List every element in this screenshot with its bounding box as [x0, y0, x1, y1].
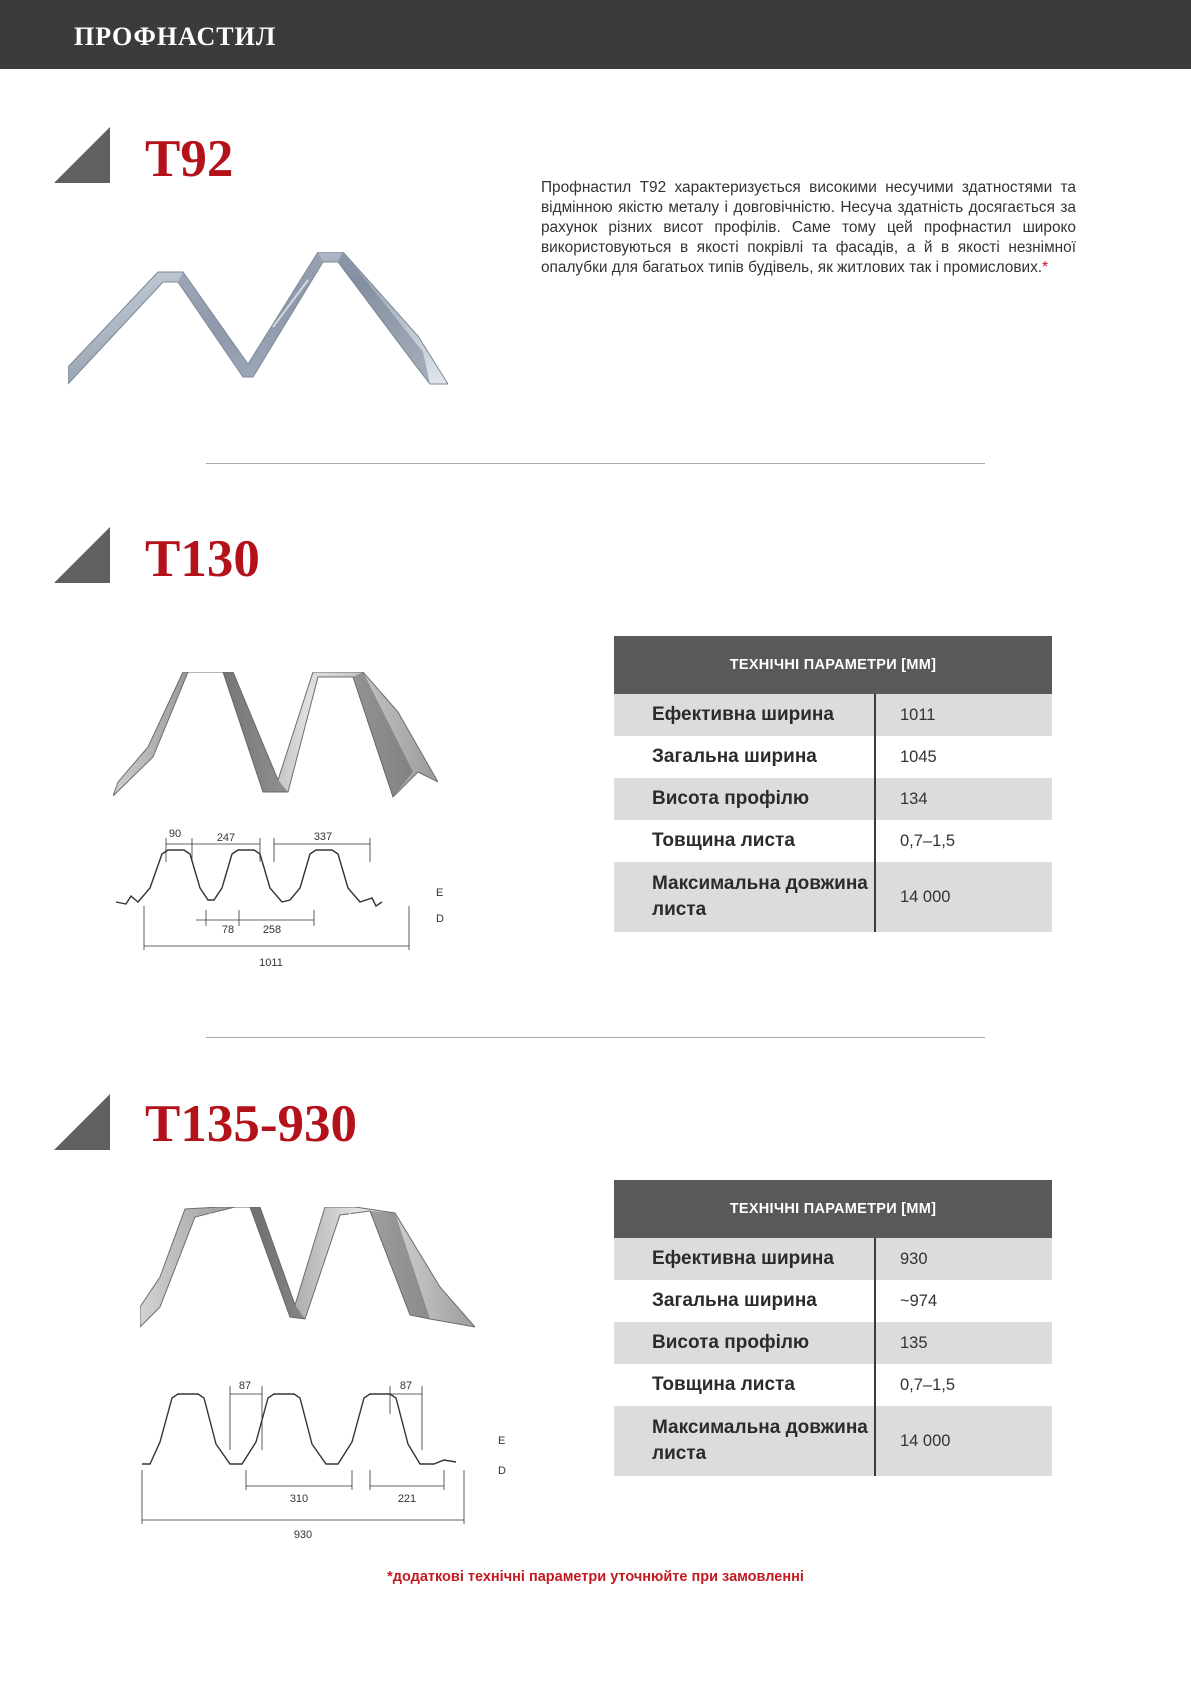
- specs-row: [614, 1238, 1052, 1280]
- t130-dim-total: 1011: [259, 957, 283, 969]
- t135-label-d: D: [498, 1465, 506, 1477]
- t92-description: [541, 178, 1076, 278]
- specs-row: [614, 694, 1052, 736]
- t130-dim-90: 90: [168, 828, 182, 840]
- spec-label: Максимальна довжина листа: [614, 862, 876, 932]
- specs-row: [614, 1406, 1052, 1476]
- spec-value: 1011: [876, 694, 1052, 736]
- spec-value: 14 000: [876, 862, 1052, 932]
- t130-sheet-image: [113, 672, 438, 802]
- t135-dim-87-left: 87: [238, 1380, 252, 1392]
- specs-row: [614, 820, 1052, 862]
- spec-value: 0,7–1,5: [900, 1375, 956, 1394]
- t135-dim-total: 930: [293, 1529, 313, 1541]
- model-title-t135-930: T135-930: [145, 1095, 357, 1153]
- section-triangle-icon: [54, 1094, 110, 1150]
- t130-dim-247: 247: [216, 832, 236, 844]
- t135-dim-221: 221: [397, 1493, 417, 1505]
- t135-930-specs-table: [614, 1180, 1052, 1476]
- t135-930-sheet-image: [140, 1207, 475, 1333]
- specs-row: [614, 1280, 1052, 1322]
- specs-header-row: [614, 1180, 1052, 1238]
- t135-label-e: E: [498, 1435, 506, 1447]
- t92-description-mark: *: [1042, 259, 1049, 276]
- spec-label: Ефективна ширина: [614, 1238, 876, 1280]
- header-title: ПРОФНАСТИЛ: [74, 22, 277, 51]
- spec-value: 135: [876, 1322, 1052, 1364]
- section-triangle-icon: [54, 527, 110, 583]
- specs-header: ТЕХНІЧНІ ПАРАМЕТРИ [ММ]: [729, 1201, 937, 1217]
- spec-value: 0,7–1,5: [900, 831, 956, 850]
- t135-dim-310: 310: [289, 1493, 309, 1505]
- spec-value: ~974: [900, 1291, 938, 1310]
- t130-dim-258: 258: [262, 924, 282, 936]
- model-title-t92: T92: [145, 130, 234, 188]
- spec-label: Товщина листа: [614, 820, 876, 862]
- t130-label-d: D: [436, 913, 444, 925]
- spec-value: 14 000: [876, 1406, 1052, 1476]
- model-title-t130: T130: [145, 530, 260, 588]
- page-header: [0, 0, 1191, 69]
- t130-dim-78: 78: [221, 924, 235, 936]
- t92-sheet-image: [68, 252, 448, 392]
- t92-description-text: Профнастил Т92 характеризується високими несучими здатностями та відмінною якістю металу і довговічністю. Несуча здатність досягається за рахунок різних висот профілів. Саме тому цей профнастил широко використовуються в якості покрівлі та фасадів, а й в якості незнімної опалубки для багатьох типів будівель, як житлових так і промислових.: [541, 179, 1076, 276]
- spec-value: 1045: [900, 747, 937, 766]
- specs-row: [614, 862, 1052, 932]
- spec-value: 930: [876, 1238, 1052, 1280]
- spec-label: Висота профілю: [614, 778, 876, 820]
- specs-header: ТЕХНІЧНІ ПАРАМЕТРИ [ММ]: [729, 657, 937, 673]
- spec-label: Максимальна довжина листа: [614, 1406, 876, 1476]
- t135-dim-87-right: 87: [399, 1380, 413, 1392]
- specs-row: [614, 1364, 1052, 1406]
- spec-label: Загальна ширина: [614, 1280, 876, 1322]
- specs-header-row: [614, 636, 1052, 694]
- section-divider: [206, 1037, 985, 1038]
- spec-label: Ефективна ширина: [614, 694, 876, 736]
- footnote: *додаткові технічні параметри уточнюйте при замовленні: [387, 1569, 804, 1585]
- t130-label-e: E: [436, 887, 444, 899]
- section-divider: [206, 463, 985, 464]
- t130-profile-drawing: [114, 826, 464, 972]
- specs-row: [614, 778, 1052, 820]
- spec-label: Загальна ширина: [614, 736, 876, 778]
- spec-label: Товщина листа: [614, 1364, 876, 1406]
- t130-dim-337: 337: [313, 831, 333, 843]
- section-triangle-icon: [54, 127, 110, 183]
- specs-row: [614, 736, 1052, 778]
- specs-row: [614, 1322, 1052, 1364]
- spec-label: Висота профілю: [614, 1322, 876, 1364]
- t130-specs-table: [614, 636, 1052, 932]
- spec-value: 134: [876, 778, 1052, 820]
- t135-930-profile-drawing: [138, 1374, 518, 1546]
